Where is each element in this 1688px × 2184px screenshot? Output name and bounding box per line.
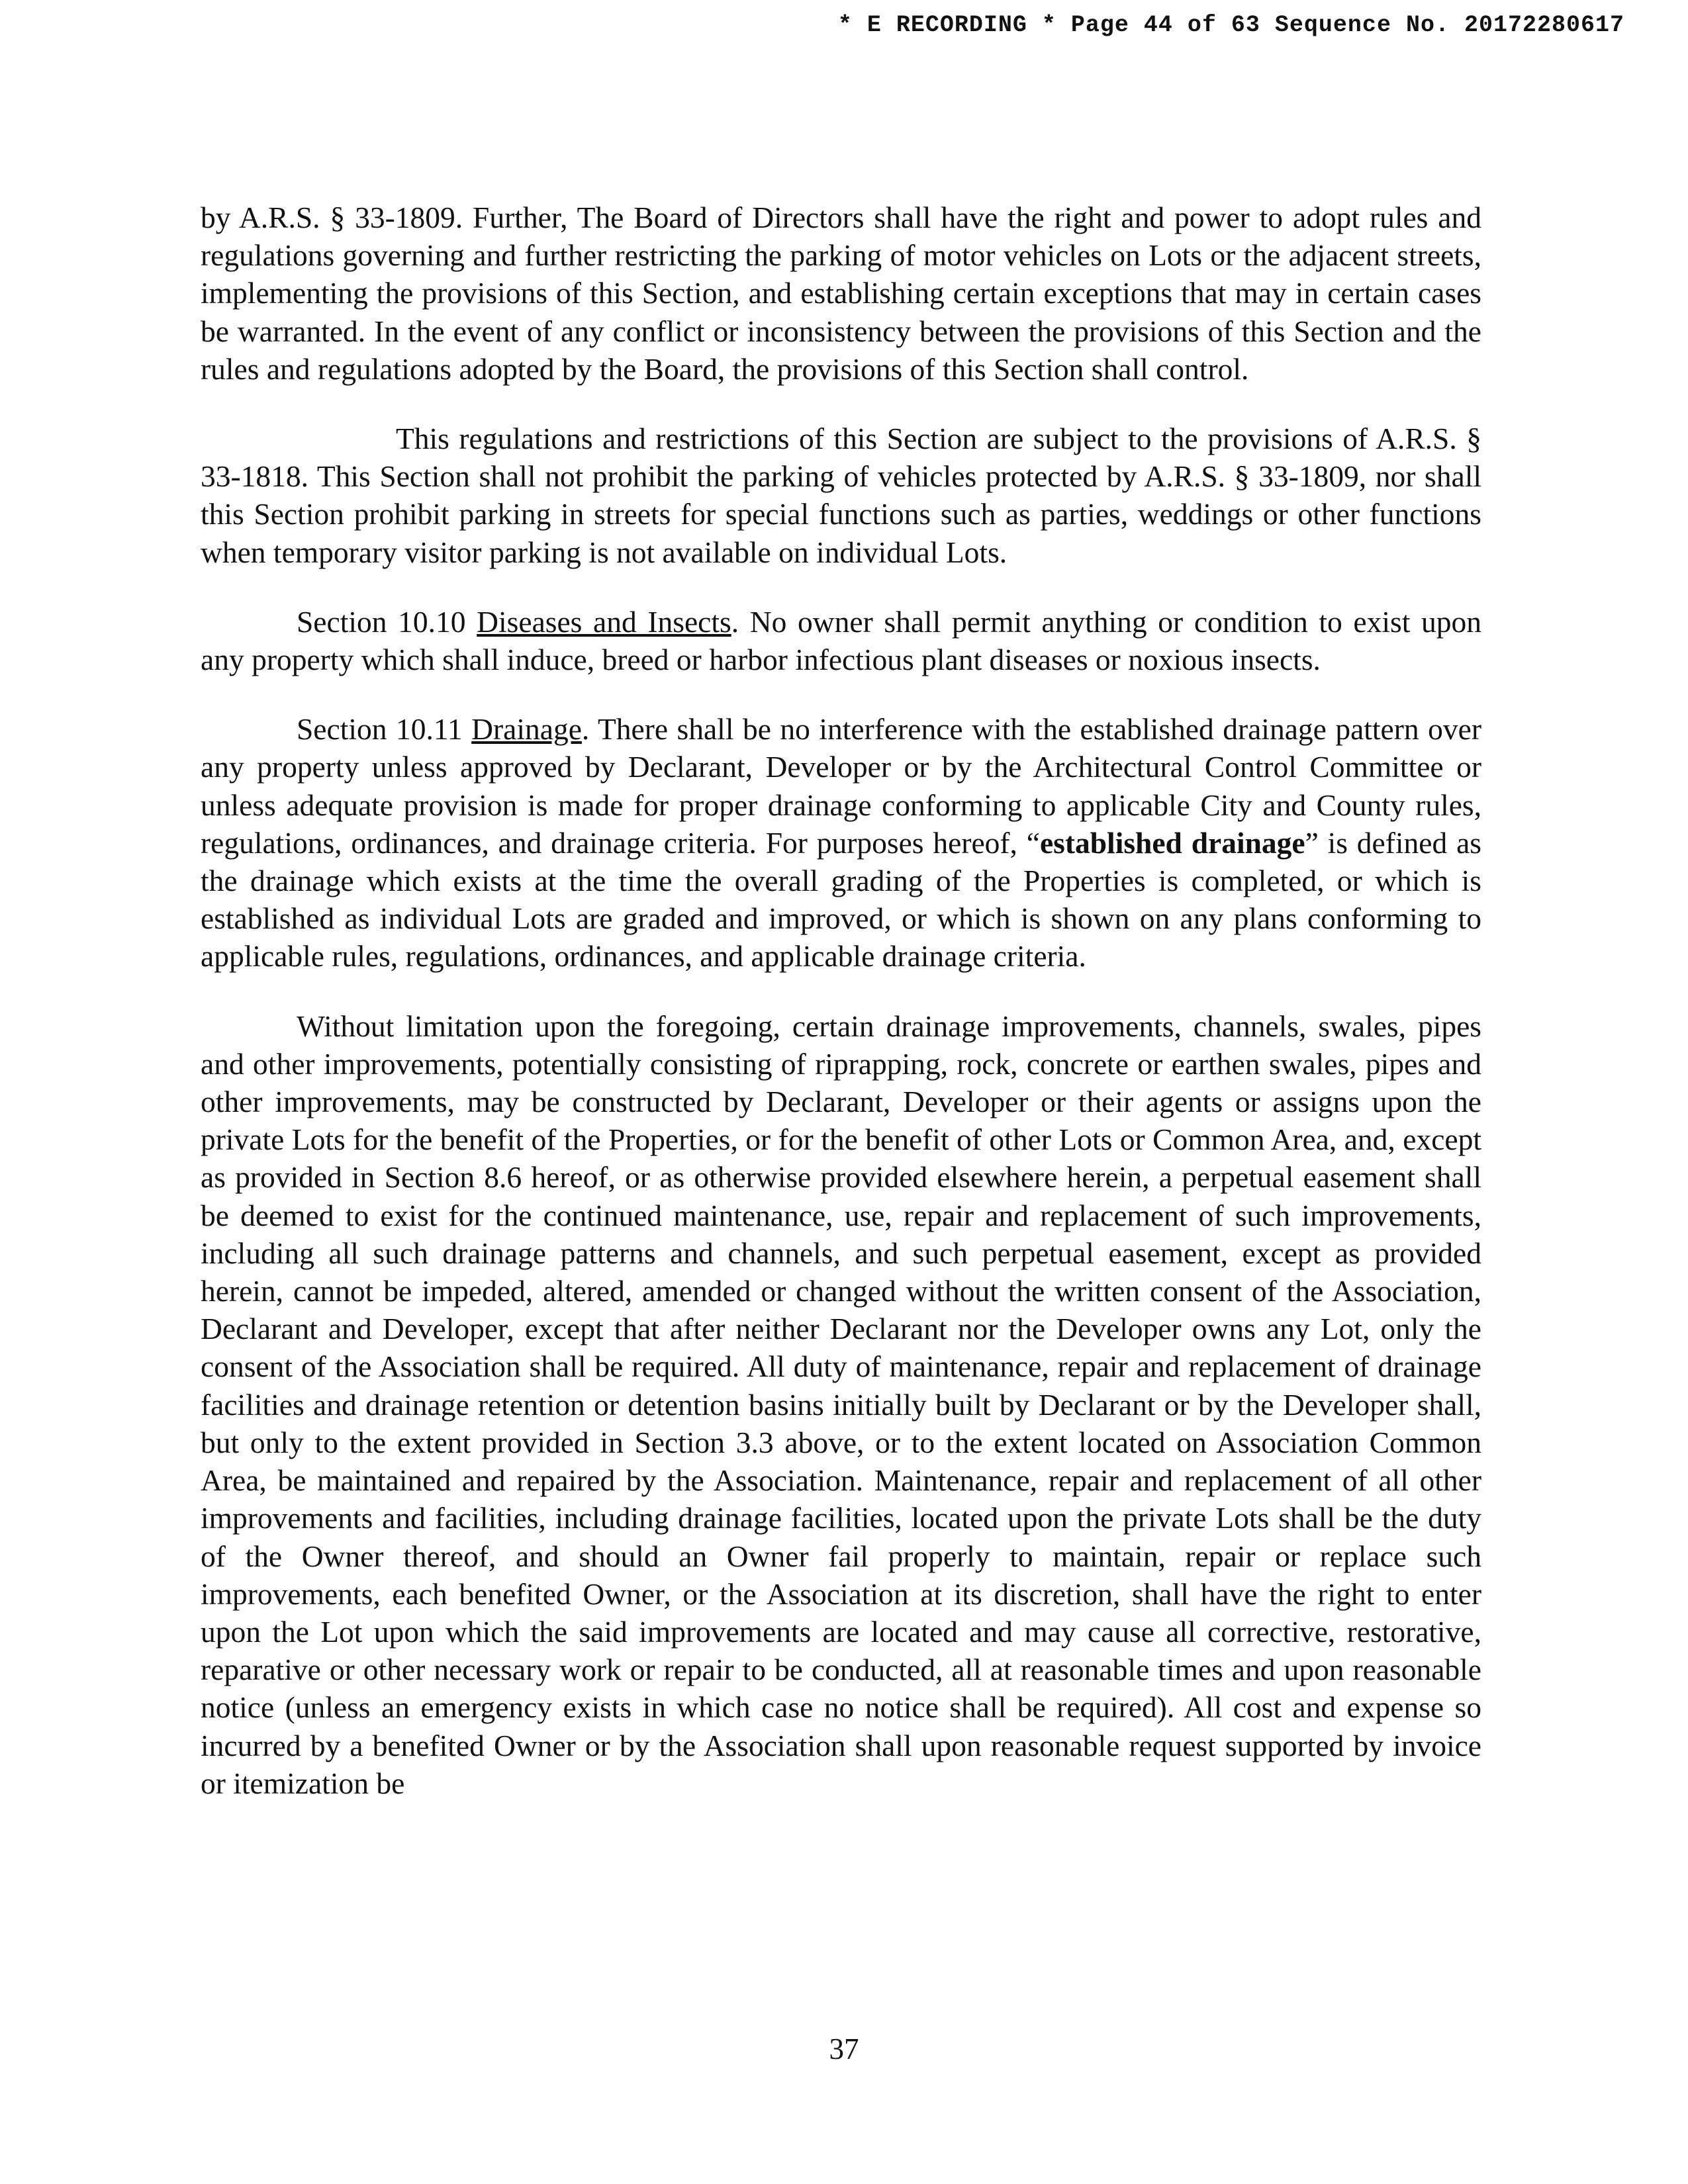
paragraph-drainage-improvements: Without limitation upon the foregoing, certain drainage improvements, channels, swales, pipes and other improvements, potentially consisting of riprapping, rock, concrete or earthen swales, pipes and other improvements, may be constructed by Declarant, Developer or their agents or assigns upon the private Lots for the benefit of the Properties, or for the benefit of other Lots or Common Area, and, except as provided in Section 8.6 hereof, or as otherwise provided elsewhere herein, a perpetual easement shall be deemed to exist for the continued maintenance, use, repair and replacement of such improvements, including all such drainage patterns and channels, and such perpetual easement, except as provided herein, cannot be impeded, altered, amended or changed without the written consent of the Association, Declarant and Developer, except that after neither Declarant nor the Developer owns any Lot, only the consent of the Association shall be required. All duty of maintenance, repair and replacement of drainage facilities and drainage retention or detention basins initially built by Declarant or by the Developer shall, but only to the extent provided in Section 3.3 above, or to the extent located on Association Common Area, be maintained and repaired by the Association. Maintenance, repair and replacement of all other improvements and facilities, including drainage facilities, located upon the private Lots shall be the duty of the Owner thereof, and should an Owner fail properly to maintain, repair or replace such improvements, each benefited Owner, or the Association at its discretion, shall have the right to enter upon the Lot upon which the said improvements are located and may cause all corrective, restorative, reparative or other necessary work or repair to be conducted, all at reasonable times and upon reasonable notice (unless an emergency exists in which case no notice shall be required). All cost and expense so incurred by a benefited Owner or by the Association shall upon reasonable request supported by invoice or itemization be <box>201 1009 1481 1800</box>
paragraph-parking-rules: by A.R.S. § 33-1809. Further, The Board of Directors shall have the right and power to adopt rules and regulations governing and further restricting the parking of motor vehicles on Lots or the adjacent streets, implementing the provisions of this Section, and establishing certain exceptions that may in certain cases be warranted. In the event of any conflict or inconsistency between the provisions of this Section and the rules and regulations adopted by the Board, the provisions of this Section shall control. <box>201 201 1481 386</box>
document-body <box>201 199 1481 1802</box>
section-text: . There shall be no interference with the established drainage pattern over any property unless approved by Declarant, Developer or by the Architectural Control Committee or unless adequate provision is made for proper drainage conforming to applicable City and County rules, regulations, ordinances, and drainage criteria. For purposes hereof, “ <box>201 712 1481 860</box>
defined-term: established drainage <box>1039 825 1305 860</box>
recording-stamp: * E RECORDING * Page 44 of 63 Sequence No. 20172280617 <box>837 12 1624 38</box>
section-heading: Diseases and Insects <box>477 604 731 639</box>
section-number: Section 10.10 <box>297 604 466 639</box>
section-10-11-paragraph <box>201 710 1481 975</box>
page-number: 37 <box>829 2032 859 2066</box>
section-text-continued: ” is defined as the drainage which exists at the time the overall grading of the Properties is completed, or which is established as individual Lots are graded and improved, or which is shown on any plans conforming to applicable rules, regulations, ordinances, and applicable drainage criteria. <box>201 825 1481 974</box>
paragraph-parking-restrictions: This regulations and restrictions of this Section are subject to the provisions of A.R.S. § 33-1818. This Section shall not prohibit the parking of vehicles protected by A.R.S. § 33-1809, nor shall this Section prohibit parking in streets for special functions such as parties, weddings or other functions when temporary visitor parking is not available on individual Lots. <box>201 422 1481 569</box>
section-heading: Drainage <box>471 712 582 747</box>
section-10-10-paragraph <box>201 603 1481 678</box>
section-text: . No owner shall permit anything or condition to exist upon any property which shall induce, breed or harbor infectious plant diseases or noxious insects. <box>201 604 1481 677</box>
section-number: Section 10.11 <box>297 712 463 747</box>
